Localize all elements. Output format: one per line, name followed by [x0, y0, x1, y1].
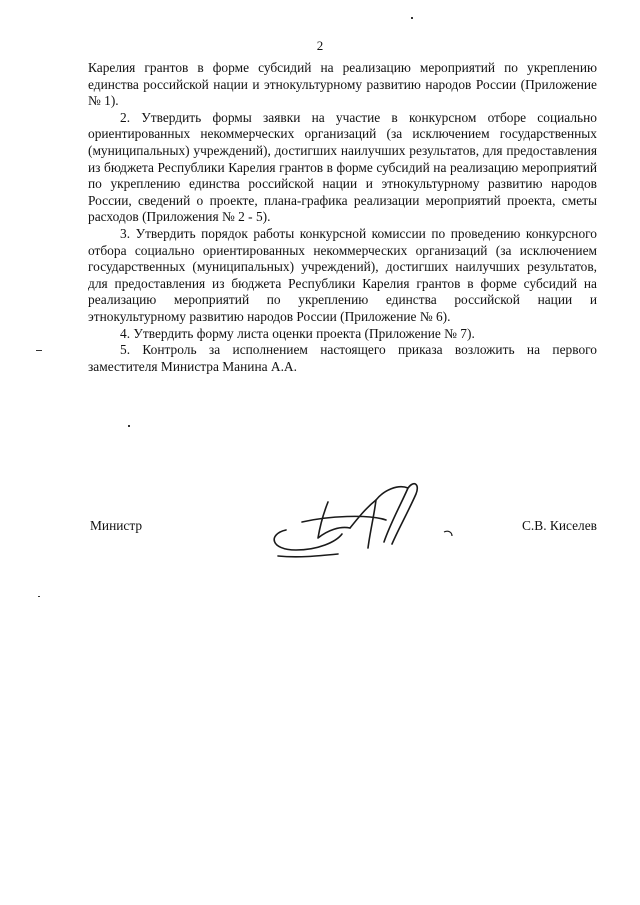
- paragraph-item-2: 2. Утвердить формы заявки на участие в конкурсном отборе социально ориентированных некоммерческих организаций (за исключением государственных (муниципальных) учреждений), достигших наилучших результатов, для предоставления из бюджета Республики Карелия грантов в форме субсидий на реализацию мероприятий по укреплению единства российской нации и этнокультурному развитию народов России, сведений о проекте, плана-графика реализации мероприятий проекта, сметы расходов (Приложения № 2 - 5).: [88, 109, 597, 225]
- paragraph-item-5: 5. Контроль за исполнением настоящего приказа возложить на первого заместителя Министра Манина А.А.: [88, 342, 597, 374]
- scan-mark: [38, 596, 40, 597]
- paragraph-item-4: 4. Утвердить форму листа оценки проекта (Приложение № 7).: [120, 325, 475, 341]
- signatory-name: С.В. Киселев: [521, 518, 597, 533]
- document-body: [88, 60, 597, 375]
- signatory-title: Министр: [90, 518, 143, 533]
- scan-mark: [411, 17, 413, 19]
- paragraph-continuation: Карелия грантов в форме субсидий на реализацию мероприятий по укреплению единства российской нации и этнокультурному развитию народов России (Приложение № 1).: [88, 60, 597, 109]
- scan-mark: [128, 425, 130, 427]
- paragraph-item-3: 3. Утвердить порядок работы конкурсной комиссии по проведению конкурсного отбора социально ориентированных некоммерческих организаций (за исключением государственных (муниципальных) учреждений), достигших наилучших результатов, для предоставления из бюджета Республики Карелия грантов в форме субсидий на реализацию мероприятий по укреплению единства российской нации и этнокультурному развитию народов России (Приложение № 6).: [88, 225, 597, 324]
- page-number: 2: [316, 38, 324, 53]
- signature-block: [88, 512, 597, 552]
- handwritten-signature: [258, 472, 458, 562]
- scan-mark: [36, 350, 42, 351]
